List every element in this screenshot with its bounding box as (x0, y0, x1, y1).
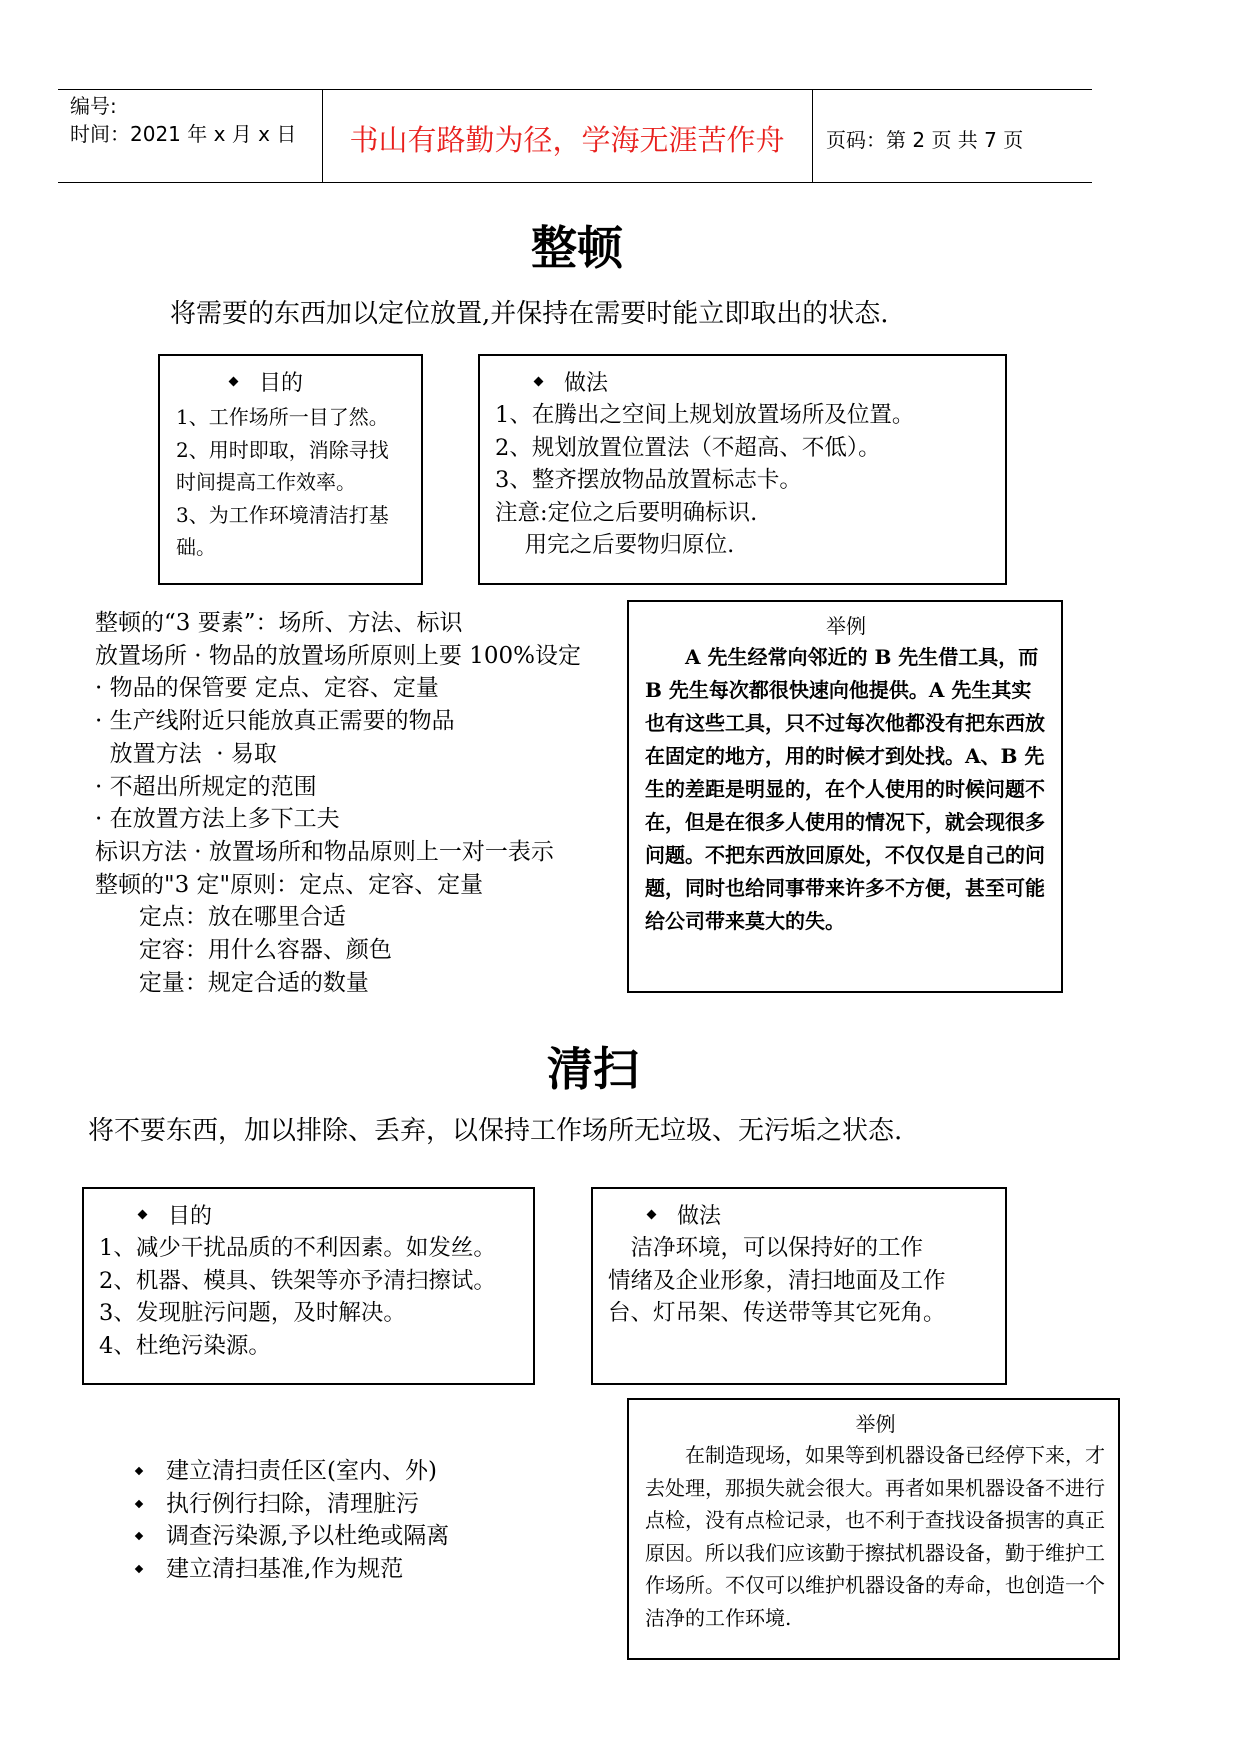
list-item: 注意:定位之后要明确标识. (495, 499, 758, 526)
seiton-example-box (627, 600, 1063, 993)
list-item: 础。 (176, 535, 216, 559)
list-item: 3、为工作环境清洁打基 (176, 502, 389, 527)
seiso-method-heading: 做法 (608, 1199, 993, 1230)
list-item: 3、整齐摆放物品放置标志卡。 (495, 467, 802, 493)
seiso-bullet-list (132, 1455, 449, 1585)
list-item: 2、机器、模具、铁架等亦予清扫擦试。 (99, 1267, 496, 1294)
section-subtitle-seiton: 将需要的东西加以定位放置,并保持在需要时能立即取出的状态. (170, 299, 889, 329)
seiton-purpose-lines (176, 401, 409, 564)
list-item: 放置场所 · 物品的放置场所原则上要 100%设定 (95, 642, 581, 669)
seiso-example-box (627, 1398, 1120, 1660)
seiton-method-heading: 做法 (495, 366, 993, 397)
diamond-bullet-icon (135, 1565, 143, 1573)
list-item: 放置方法 · 易取 (95, 740, 277, 767)
section-title-seiton: 整顿 (531, 221, 623, 275)
diamond-bullet-icon (229, 377, 239, 387)
seiton-example-text: A 先生经常向邻近的 B 先生借工具，而 B 先生每次都很快速向他提供。A 先生其实也有这些工具，只不过每次他都没有把东西放在固定的地方，用的时候才到处找。A、B 先生的差距是明显的，在个人使用的时候问题不在，但是在很多人使用的情况下，就会现很多问题。不把东西放回原处，不仅仅是自己的问题，同时也给同事带来许多不方便，甚至可能给公司带来莫大的失。 (645, 645, 1045, 933)
header-divider-right (812, 89, 813, 182)
list-item: 时间提高工作效率。 (176, 470, 356, 494)
header-top-rule (58, 89, 1092, 90)
seiton-purpose-heading: 目的 (176, 366, 409, 397)
seiso-purpose-box (82, 1187, 535, 1385)
seiso-method-box (591, 1187, 1007, 1385)
seiso-purpose-lines (99, 1232, 521, 1362)
header-meta (70, 92, 296, 148)
list-item: 2、用时即取，消除寻找 (176, 437, 389, 462)
page-indicator: 页码：第 2 页 共 7 页 (826, 128, 1024, 152)
diamond-bullet-icon (138, 1210, 148, 1220)
list-item: 调查污染源,予以杜绝或隔离 (132, 1520, 449, 1553)
list-item: 建立清扫责任区(室内、外) (132, 1455, 449, 1488)
diamond-bullet-icon (534, 377, 544, 387)
list-item: 定量：规定合适的数量 (95, 969, 369, 996)
document-number: 编号: (70, 94, 117, 118)
list-item: 1、在腾出之空间上规划放置场所及位置。 (495, 402, 915, 428)
seiton-method-lines (495, 399, 993, 562)
list-item: · 在放置方法上多下工夫 (95, 806, 340, 833)
list-item: · 生产线附近只能放真正需要的物品 (95, 708, 455, 735)
list-item: 用完之后要物归原位. (495, 532, 735, 558)
list-item: 情绪及企业形象，清扫地面及工作 (608, 1267, 946, 1294)
list-item: 2、规划放置位置法（不超高、不低）。 (495, 434, 881, 461)
seiton-purpose-box (158, 354, 423, 585)
seiton-method-box (478, 354, 1007, 585)
list-item: 整顿的“3 要素”：场所、方法、标识 (95, 610, 463, 636)
list-item: · 物品的保管要 定点、定容、定量 (95, 675, 439, 702)
seiso-method-lines (608, 1232, 993, 1330)
seiso-example-heading: 举例 (855, 1412, 896, 1436)
list-item: 整顿的"3 定"原则：定点、定容、定量 (95, 871, 484, 898)
list-item: 标识方法 · 放置场所和物品原则上一对一表示 (95, 838, 554, 865)
seiton-example-heading: 举例 (826, 614, 866, 638)
list-item: 1、减少干扰品质的不利因素。如发丝。 (99, 1235, 496, 1261)
list-item: 1、工作场所一目了然。 (176, 405, 389, 429)
seiso-purpose-heading: 目的 (99, 1199, 521, 1230)
header-motto: 书山有路勤为径，学海无涯苦作舟 (349, 123, 785, 157)
list-item: · 不超出所规定的范围 (95, 773, 317, 800)
list-item: 定点：放在哪里合适 (95, 904, 346, 931)
list-item: 洁净环境，可以保持好的工作 (608, 1235, 924, 1261)
list-item: 执行例行扫除，清理脏污 (132, 1488, 449, 1521)
section-title-seiso: 清扫 (547, 1042, 639, 1096)
section-subtitle-seiso: 将不要东西，加以排除、丢弃，以保持工作场所无垃圾、无污垢之状态. (88, 1116, 903, 1146)
seiton-elements-list (95, 607, 581, 999)
diamond-bullet-icon (135, 1500, 143, 1508)
list-item: 台、灯吊架、传送带等其它死角。 (608, 1300, 946, 1326)
document-time: 时间：2021 年 x 月 x 日 (70, 122, 297, 146)
diamond-bullet-icon (647, 1210, 657, 1220)
list-item: 3、发现脏污问题，及时解决。 (99, 1300, 406, 1326)
header-bottom-rule (58, 182, 1092, 183)
seiso-example-text: 在制造现场，如果等到机器设备已经停下来，才去处理，那损失就会很大。再者如果机器设备不进行点检，没有点检记录，也不利于查找设备损害的真正原因。所以我们应该勤于擦拭机器设备，勤于维护工作场所。不仅可以维护机器设备的寿命，也创造一个洁净的工作环境. (645, 1443, 1105, 1630)
list-item: 定容：用什么容器、颜色 (95, 937, 392, 964)
diamond-bullet-icon (135, 1532, 143, 1540)
list-item: 建立清扫基准,作为规范 (132, 1553, 449, 1586)
diamond-bullet-icon (135, 1467, 143, 1475)
list-item: 4、杜绝污染源。 (99, 1332, 271, 1359)
